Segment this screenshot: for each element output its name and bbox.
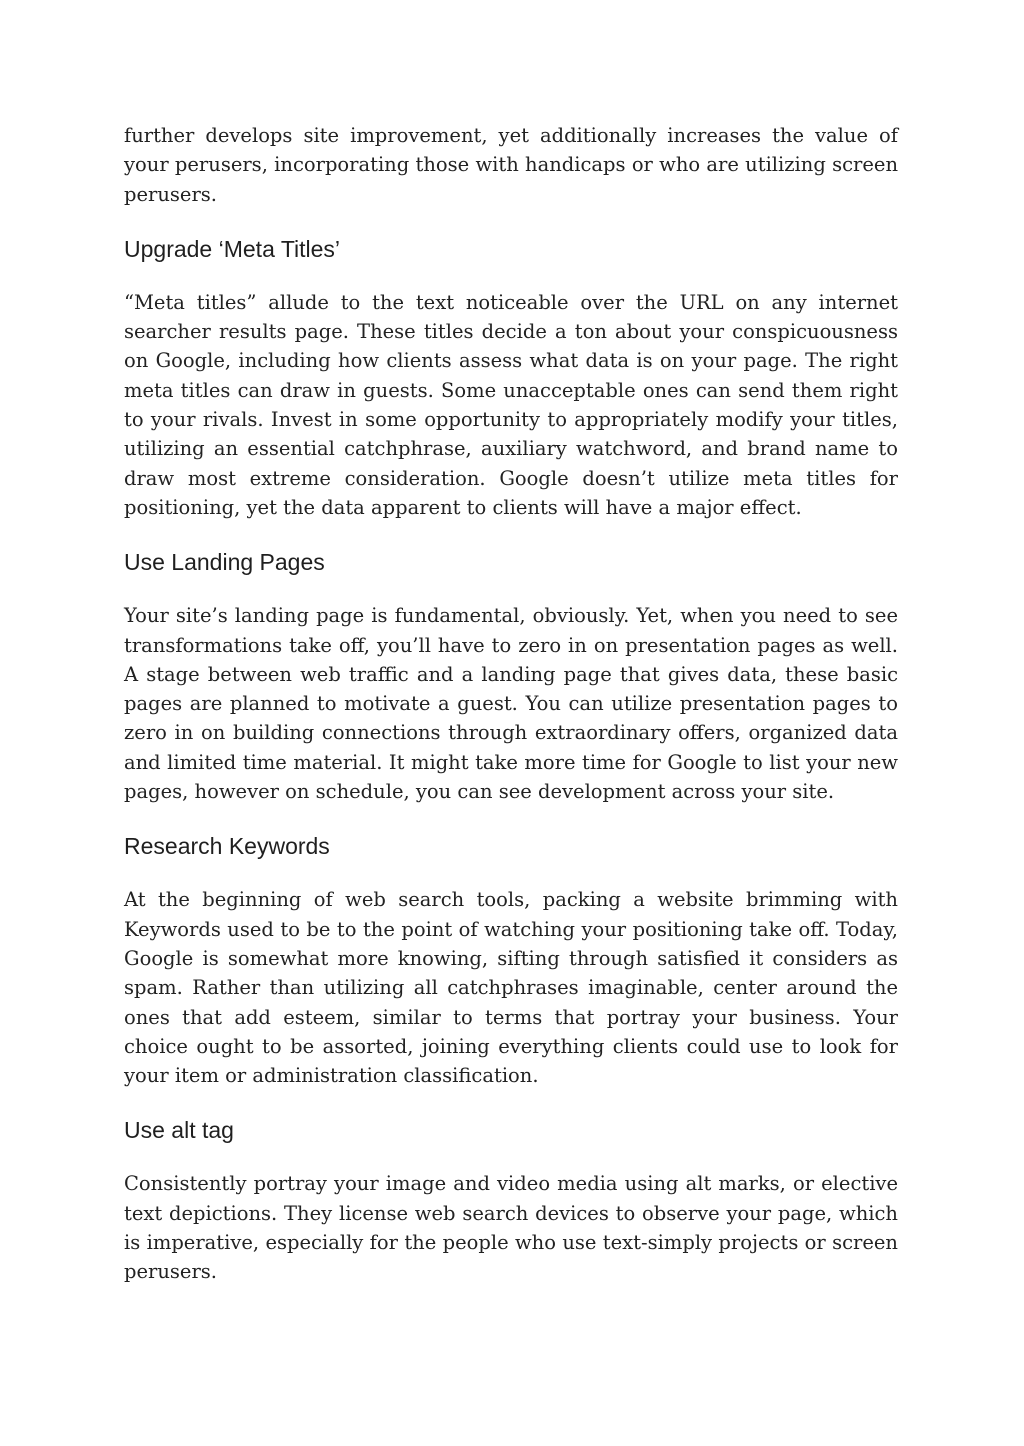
section-heading-meta-titles: Upgrade ‘Meta Titles’ bbox=[124, 235, 341, 262]
section-heading-alt-tag: Use alt tag bbox=[124, 1117, 234, 1144]
section-body-meta-titles: “Meta titles” allude to the text noticeable over the URL on any internet searcher results page. These titles decide a ton about your conspicuousness on Google, including how clients assess what data is on your page. The right meta titles can draw in guests. Some unacceptable ones can send them right to your rivals. Invest in some opportunity to appropriately modify your titles, utilizing an essential catchphrase, auxiliary watchword, and brand name to draw most extreme consideration. Google doesn’t utilize meta titles for positioning, yet the data apparent to clients will have a major effect. bbox=[124, 290, 898, 519]
section-body-landing-pages: Your site’s landing page is fundamental, obviously. Yet, when you need to see transformations take off, you’ll have to zero in on presentation pages as well. A stage between web traffic and a landing page that gives data, these basic pages are planned to motivate a guest. You can utilize presentation pages to zero in on building connections through extraordinary offers, organized data and limited time material. It might take more time for Google to list your new pages, however on schedule, you can see development across your site. bbox=[124, 604, 898, 804]
section-heading-research-keywords: Research Keywords bbox=[124, 833, 330, 860]
section-body-alt-tag: Consistently portray your image and video media using alt marks, or elective text depictions. They license web search devices to observe your page, which is imperative, especially for the people who use text-simply projects or screen perusers. bbox=[124, 1172, 898, 1284]
intro-paragraph: further develops site improvement, yet additionally increases the value of your perusers, incorporating those with handicaps or who are utilizing screen perusers. bbox=[124, 124, 898, 206]
document-page bbox=[124, 121, 898, 1287]
section-heading-landing-pages: Use Landing Pages bbox=[124, 549, 325, 576]
section-body-research-keywords: At the beginning of web search tools, packing a website brimming with Keywords used to be to the point of watching your positioning take off. Today, Google is somewhat more knowing, sifting through satisfied it considers as spam. Rather than utilizing all catchphrases imaginable, center around the ones that add esteem, similar to terms that portray your business. Your choice ought to be assorted, joining everything clients could use to look for your item or administration classification. bbox=[124, 888, 898, 1088]
